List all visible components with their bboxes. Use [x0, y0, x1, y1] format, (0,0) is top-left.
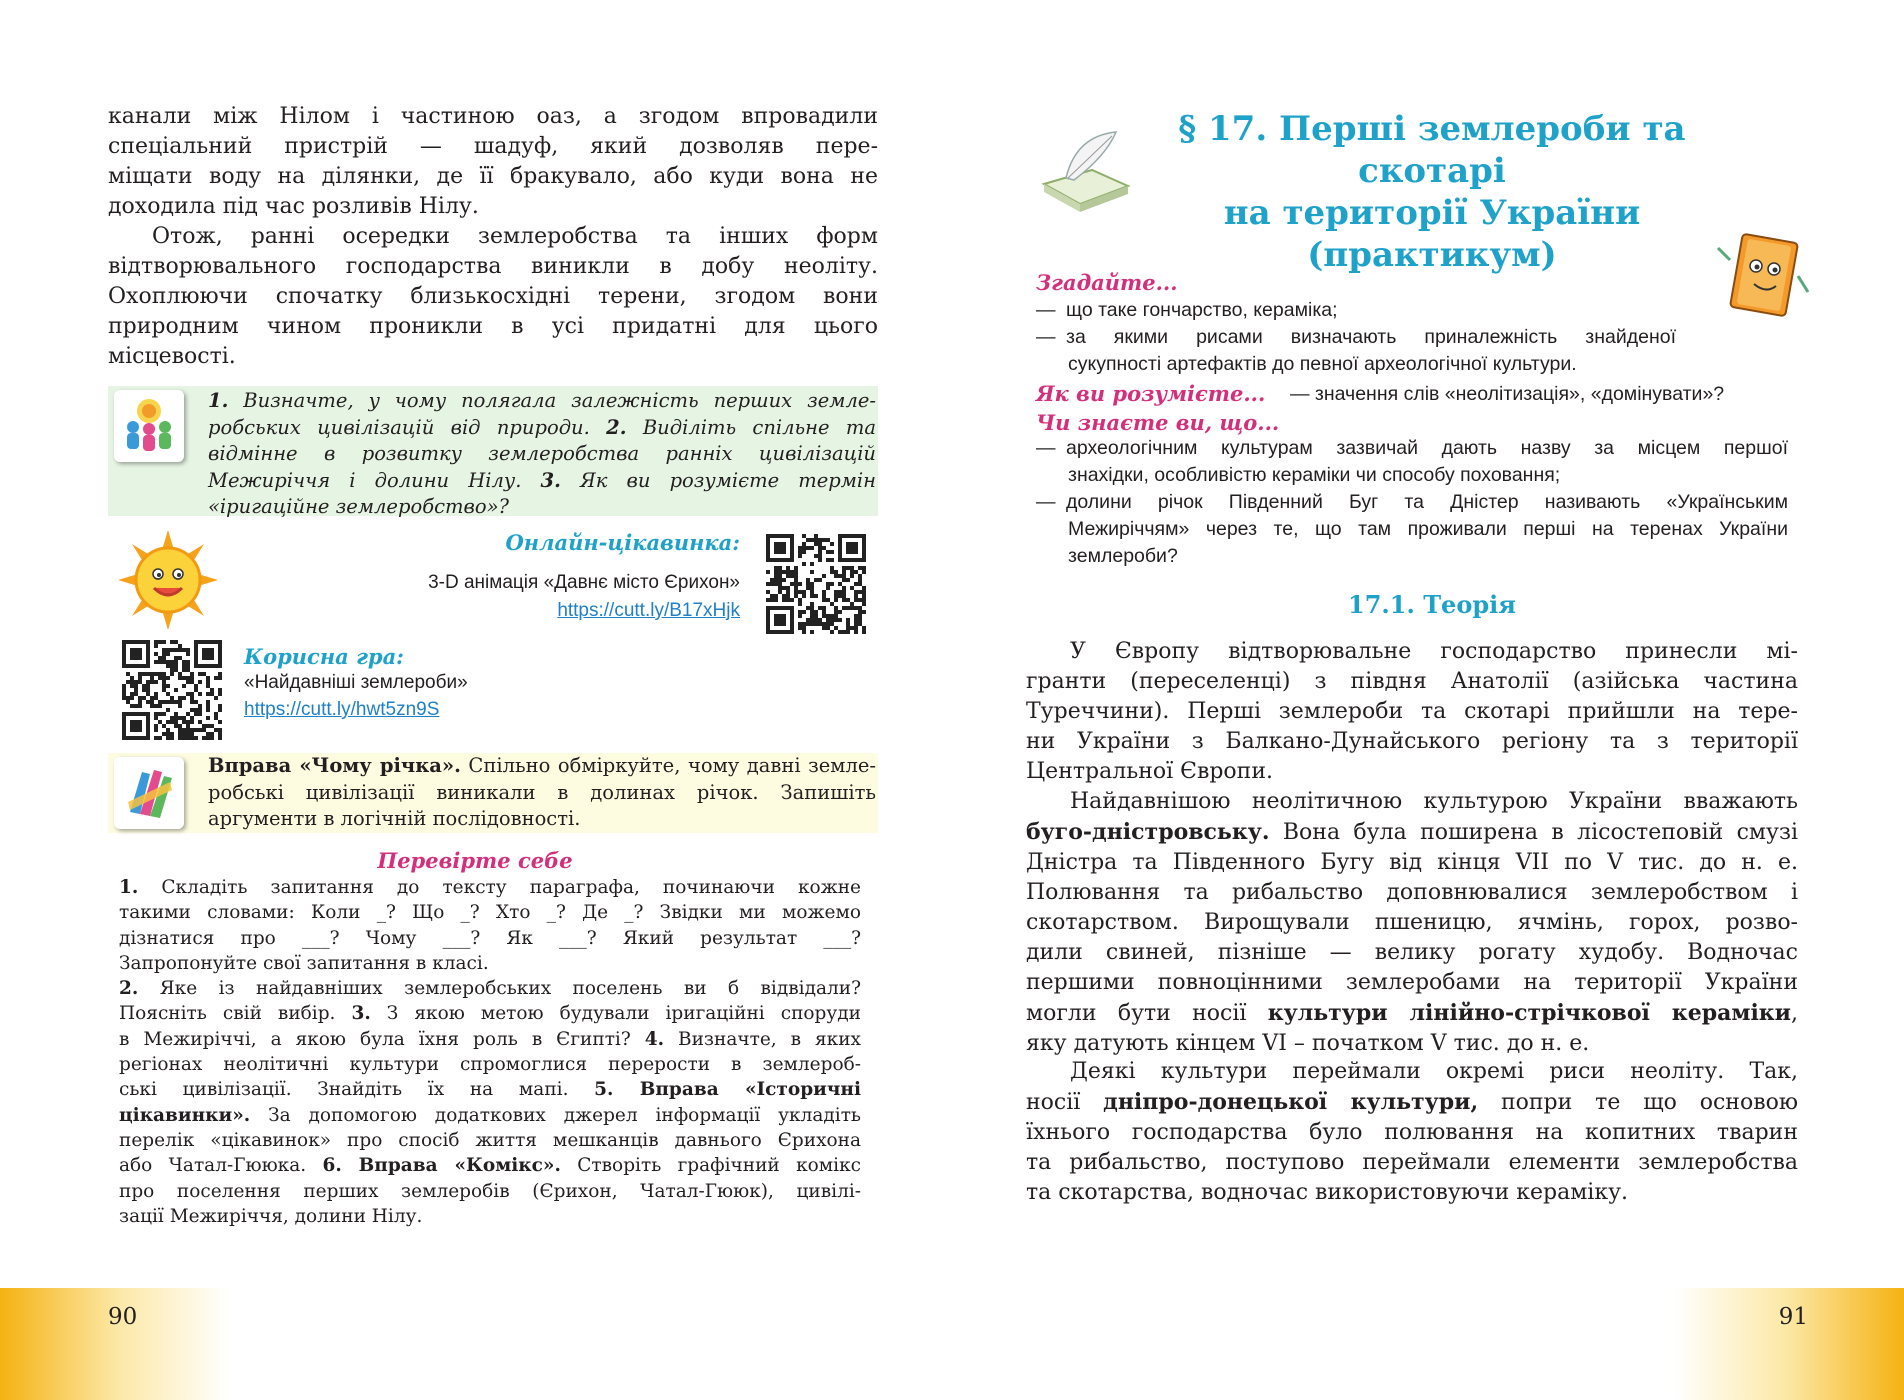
tasks-text — [208, 388, 876, 521]
theory-paragraph-1 — [1026, 637, 1798, 787]
bold-text: 3. — [540, 468, 561, 492]
tasks-box — [108, 386, 878, 516]
text-line: — що таке гончарство, кераміка; — [1036, 297, 1776, 324]
check-yourself-text — [119, 875, 861, 1229]
text-line: аргументи в логічній послідовності. — [208, 807, 581, 830]
dash-bullet: — — [1036, 491, 1056, 513]
text-line: могли бути носії культури лінійно-стрічкової кераміки, — [1026, 1000, 1799, 1026]
text-line: Центральної Європи. — [1026, 759, 1273, 784]
text-line: — за якими рисами визначають приналежність знайденої — [1036, 324, 1676, 351]
dash-bullet: — — [1036, 437, 1056, 459]
text-line: ни України з Балкано-Дунайського регіону та з території — [1026, 729, 1798, 754]
bold-text: дніпро-донецької культури, — [1103, 1089, 1479, 1115]
recall-item-2 — [1036, 324, 1676, 378]
text-line: буго-дністровську. Вона була поширена в лісостеповій смузі — [1026, 819, 1798, 845]
bold-text: 2. — [119, 978, 139, 1000]
sun-mascot-icon — [118, 530, 218, 630]
intro-paragraph — [108, 102, 878, 222]
online-title: Онлайн-цікавинка: — [505, 530, 740, 555]
text-line: перелік «цікавинок» про спосіб життя мешканців давнього Єрихона — [119, 1129, 861, 1151]
text-line: сукупності артефактів до певної археологічної культури. — [1068, 353, 1577, 375]
text-line: (практикум) — [1307, 235, 1557, 275]
bold-text: 1. — [208, 389, 229, 412]
exercise-box — [108, 753, 878, 833]
text-line: Дністра та Південного Бугу від кінця VII по V тис. до н. е. — [1026, 850, 1798, 875]
text-line: Запропонуйте свої запитання в класі. — [119, 952, 489, 974]
text-line: — долини річок Південний Буг та Дністер називають «Українським — [1036, 489, 1788, 516]
dash-bullet: — — [1036, 326, 1056, 348]
summary-paragraph — [108, 222, 878, 372]
text-line: знахідки, особливістю кераміки чи способу поховання; — [1068, 464, 1561, 486]
bold-text: культури лінійно-стрічкової кераміки — [1267, 1000, 1792, 1026]
footer-bar-right — [952, 1288, 1904, 1400]
text-line: відмінне в розвитку землеробства ранніх цивілізацій — [208, 442, 876, 465]
text-line: зації Межиріччя, долини Нілу. — [119, 1205, 423, 1227]
text-line: Поясніть свій вибір. 3. З якою метою будували іригаційні споруди — [119, 1003, 861, 1025]
text-line: місцевості. — [108, 344, 236, 369]
theory-paragraph-3 — [1026, 1057, 1798, 1208]
text-line: першими повноцінними землеробами на території України — [1026, 970, 1798, 995]
footer-bar-left — [0, 1288, 952, 1400]
text-line: такими словами: Коли _? Що _? Хто _? Де _? Звідки ми можемо — [119, 902, 861, 924]
text-line: 1. Складіть запитання до тексту параграфа, починаючи кожне — [119, 877, 861, 898]
bold-text: 6. Вправа «Комікс». — [322, 1155, 561, 1177]
right-page — [952, 0, 1904, 1400]
page-number-right: 91 — [1778, 1304, 1808, 1330]
text-line: на території України — [1223, 193, 1641, 233]
text-line: — археологічним культурам зазвичай дають назву за місцем першої — [1036, 435, 1788, 462]
text-line: регіонах неолітичні культури спромоглися перерости в землероб- — [119, 1054, 861, 1076]
text-line: робські цивілізації виникали в долинах річок. Запишіть — [208, 780, 876, 804]
recall-heading: Згадайте... — [1036, 270, 1178, 295]
text-line: скотарством. Вирощували пшеницю, ячмінь, горох, розво- — [1026, 910, 1798, 935]
text-line: «іригаційне землеробство»? — [208, 495, 509, 518]
understand-heading: Як ви розумієте... — [1036, 381, 1266, 406]
dash-bullet: — — [1036, 299, 1056, 321]
text-line: доходила під час розливів Нілу. — [108, 194, 479, 219]
text-line: та рибальство, поступово переймали елементи землеробства — [1026, 1150, 1798, 1175]
know-item-2 — [1036, 489, 1788, 570]
theory-paragraph-2 — [1026, 787, 1798, 1059]
know-heading: Чи знаєте ви, що... — [1036, 410, 1280, 435]
text-line: дили свиней, пізніше — велику рогату худобу. Водночас — [1026, 940, 1798, 965]
text-line: в Межиріччі, а якою була їхня роль в Єгипті? 4. Визначте, в яких — [119, 1028, 861, 1050]
text-line: робських цивілізацій від природи. 2. Виділіть спільне та — [208, 415, 877, 439]
text-line: § 17. Перші землероби та скотарі — [1178, 109, 1686, 191]
text-line: носії дніпро-донецької культури, попри те що основою — [1026, 1089, 1798, 1115]
text-line: Полювання та рибальство доповнювалися землеробством і — [1026, 880, 1798, 905]
game-title: Корисна гра: — [244, 644, 404, 669]
bold-text: 4. — [644, 1028, 665, 1050]
text-line: Отож, ранні осередки землеробства та інших форм — [152, 224, 878, 249]
text-line: цікавинки». За допомогою додаткових джерел інформації укладіть — [119, 1104, 861, 1126]
check-yourself-title: Перевірте себе — [377, 848, 573, 873]
qr-code-online[interactable] — [766, 534, 866, 634]
exercise-text — [208, 753, 876, 833]
text-line: міщати воду на ділянки, де її бракувало, або куди вона не — [108, 164, 878, 189]
recall-item-1 — [1036, 297, 1776, 324]
understand-text: — значення слів «неолітизація», «домінувати»? — [1290, 383, 1725, 405]
text-line: 1. Визначте, у чому полягала залежність перших земле- — [208, 389, 876, 412]
qr-code-graphic — [122, 640, 222, 740]
qr-code-game[interactable] — [122, 640, 222, 740]
chapter-title — [1112, 108, 1752, 276]
text-line: Деякі культури переймали окремі риси неоліту. Так, — [1070, 1059, 1798, 1084]
text-line: Туреччини). Перші землероби та скотарі прийшли на тере- — [1026, 699, 1798, 724]
text-line: Межиріччя і долини Нілу. 3. Як ви розумієте термін — [208, 468, 876, 492]
text-line: відтворювального господарства виникли в добу неоліту. — [108, 254, 878, 279]
text-line: Охоплюючи спочатку близькосхідні терени, згодом вони — [108, 284, 878, 309]
bold-text: буго-дністровську. — [1026, 819, 1270, 845]
game-link[interactable]: https://cutt.ly/hwt5zn9S — [244, 699, 440, 720]
text-line: гранти (переселенці) з півдня Анатолії (азійська частина — [1026, 669, 1798, 694]
text-line: та скотарства, водночас використовуючи кераміку. — [1026, 1180, 1629, 1205]
online-link[interactable]: https://cutt.ly/B17xHjk — [557, 600, 740, 621]
bold-text: 5. Вправа «Історичні — [594, 1079, 861, 1101]
text-line: їхнього господарства було полювання на копитних тварин — [1026, 1120, 1798, 1145]
text-line: канали між Нілом і частиною оаз, а згодом впровадили — [108, 104, 878, 129]
text-line: 2. Яке із найдавніших землеробських поселень ви б відвідали? — [119, 978, 861, 1000]
people-group-icon — [114, 390, 184, 462]
bold-text: 2. — [606, 415, 627, 439]
text-line: Найдавнішою неолітичною культурою України вважають — [1070, 789, 1798, 814]
page-number-left: 90 — [108, 1304, 138, 1330]
text-line: У Європу відтворювальне господарство принесли мі- — [1070, 639, 1798, 664]
text-line: про поселення перших землеробів (Єрихон, Чатал-Гююк), цивілі- — [119, 1180, 861, 1202]
game-name: «Найдавніші землероби» — [244, 672, 468, 693]
text-line: дізнатися про ___? Чому ___? Як ___? Який результат ___? — [119, 927, 861, 949]
text-line: або Чатал-Гююка. 6. Вправа «Комікс». Створіть графічний комікс — [119, 1155, 862, 1177]
bold-text: 3. — [351, 1003, 371, 1025]
qr-code-graphic — [766, 534, 866, 634]
know-item-1 — [1036, 435, 1788, 489]
text-line: яку датують кінцем VI – початком V тис. до н. е. — [1026, 1031, 1590, 1056]
bold-text: цікавинки». — [119, 1104, 251, 1126]
online-description: 3-D анімація «Давнє місто Єрихон» — [428, 572, 740, 593]
text-line: спеціальний пристрій — шадуф, який дозволяв пере- — [108, 134, 878, 159]
bold-text: 1. — [119, 877, 139, 898]
text-line: Межиріччям» через те, що там проживали перші на теренах України — [1068, 518, 1788, 540]
text-line: природним чином проникли в усі придатні для цього — [108, 314, 878, 339]
text-line: Вправа «Чому річка». Спільно обміркуйте, чому давні земле- — [208, 754, 876, 777]
text-line: землероби? — [1068, 545, 1178, 567]
hands-icon — [114, 757, 184, 829]
text-line: ські цивілізації. Знайдіть їх на мапі. 5. Вправа «Історичні — [119, 1079, 861, 1101]
section-title: 17.1. Теорія — [1348, 590, 1516, 619]
bold-text: Вправа «Чому річка». — [208, 754, 461, 777]
